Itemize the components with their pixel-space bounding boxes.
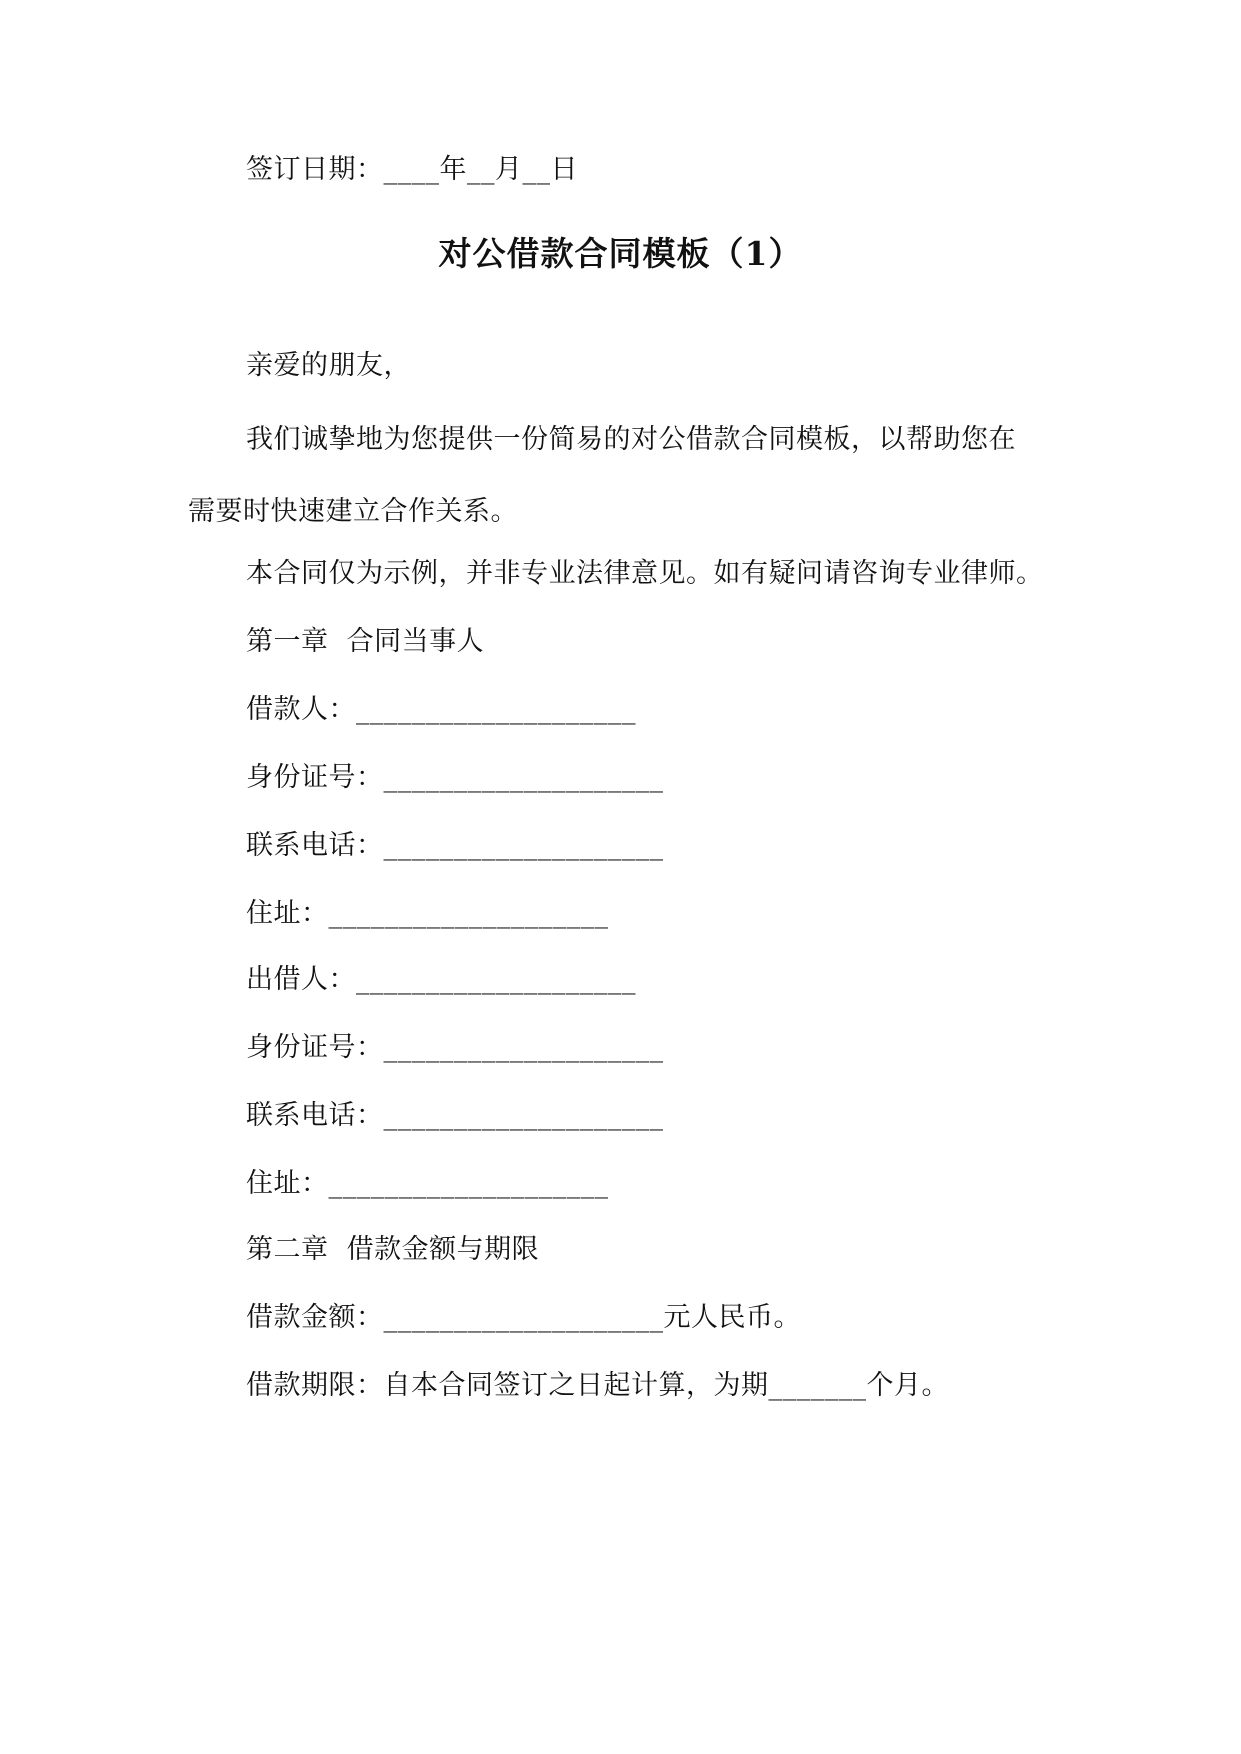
chapter-1-heading: 第一章 合同当事人 bbox=[246, 626, 485, 657]
intro-line-1: 我们诚挚地为您提供一份简易的对公借款合同模板，以帮助您在 bbox=[246, 424, 1016, 455]
lender-address-field: 住址：____________________ bbox=[246, 1168, 609, 1199]
lender-phone-field: 联系电话：____________________ bbox=[246, 1100, 664, 1131]
sign-date: 签订日期：____年__月__日 bbox=[246, 154, 578, 185]
intro-line-2: 需要时快速建立合作关系。 bbox=[188, 496, 518, 527]
borrower-id-field: 身份证号：____________________ bbox=[246, 762, 664, 793]
borrower-name-field: 借款人：____________________ bbox=[246, 694, 636, 725]
greeting: 亲爱的朋友， bbox=[246, 350, 411, 381]
loan-term-field: 借款期限：自本合同签订之日起计算，为期_______个月。 bbox=[246, 1370, 949, 1401]
disclaimer: 本合同仅为示例，并非专业法律意见。如有疑问请咨询专业律师。 bbox=[246, 558, 1044, 589]
borrower-address-field: 住址：____________________ bbox=[246, 898, 609, 929]
loan-amount-field: 借款金额：____________________元人民币。 bbox=[246, 1302, 801, 1333]
lender-name-field: 出借人：____________________ bbox=[246, 964, 636, 995]
chapter-2-heading: 第二章 借款金额与期限 bbox=[246, 1234, 540, 1265]
borrower-phone-field: 联系电话：____________________ bbox=[246, 830, 664, 861]
page-title: 对公借款合同模板（1） bbox=[438, 234, 803, 273]
lender-id-field: 身份证号：____________________ bbox=[246, 1032, 664, 1063]
